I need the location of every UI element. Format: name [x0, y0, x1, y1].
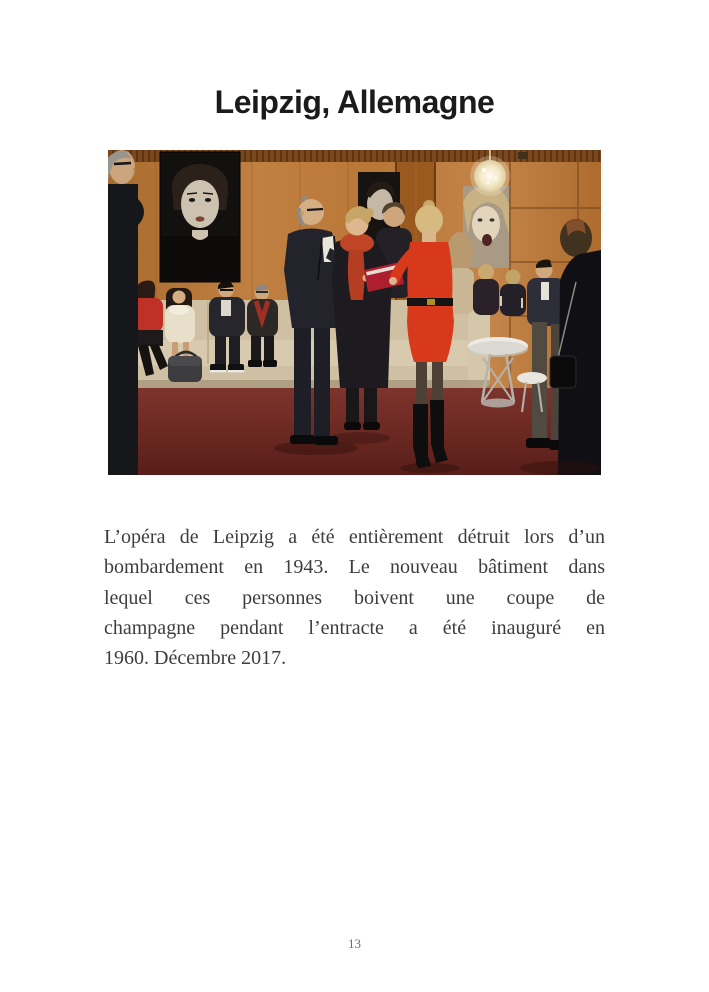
wall-vent	[518, 152, 528, 159]
shoulder-handbag	[550, 356, 576, 388]
opera-foyer-illustration	[108, 150, 601, 475]
page-title: Leipzig, Allemagne	[214, 84, 495, 120]
wall-portrait-large	[160, 152, 240, 282]
page-number: 13	[348, 936, 361, 951]
paragraph-line: 1960. Décembre 2017.	[104, 647, 287, 670]
floor-handbag	[168, 352, 202, 382]
paragraph-line: L’opéra de Leipzig a été entièrement détruit lors d’un	[104, 526, 605, 548]
caption-paragraph	[104, 522, 605, 673]
paragraph-line: bombardement en 1943. Le nouveau bâtiment dans	[104, 556, 605, 579]
paragraph-line: champagne pendant l’entracte a été inauguré en	[104, 616, 605, 639]
paragraph-line: lequel ces personnes boivent une coupe de	[104, 586, 605, 609]
opera-foyer-photo	[108, 150, 601, 475]
